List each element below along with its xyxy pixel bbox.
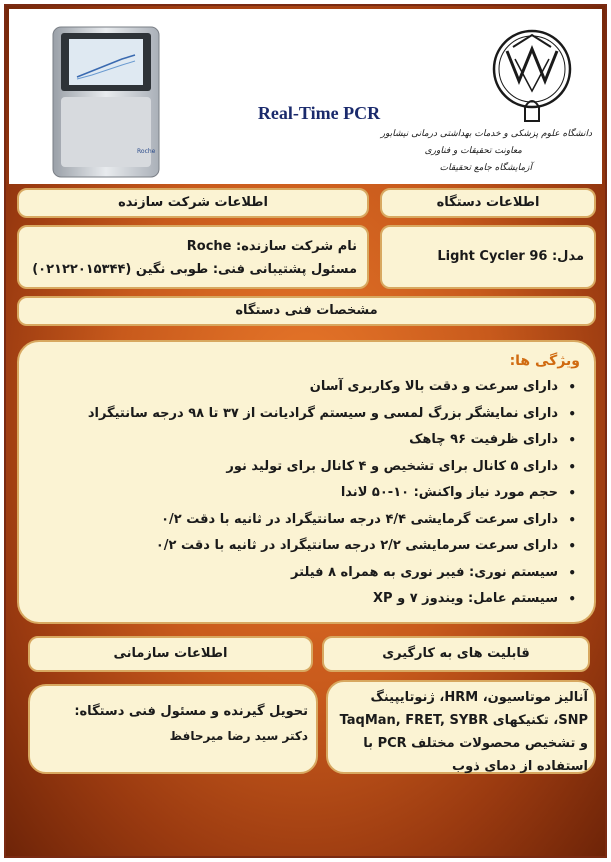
list-item: • دارای سرعت سرمایشی ۲/۲ درجه سانتیگراد در ثانیه با دقت ۰/۲ bbox=[33, 533, 580, 560]
device-model: مدل: Light Cycler 96 bbox=[437, 249, 584, 264]
university-deputy: معاونت تحقیقات و فناوری bbox=[424, 146, 522, 156]
applications-header-label: قابلیت های به کارگیری bbox=[382, 646, 530, 661]
list-item: • سیستم عامل: ویندوز ۷ و XP bbox=[33, 586, 580, 613]
list-item: • دارای ۵ کانال برای تشخیص و ۴ کانال برای تولید نور bbox=[33, 454, 580, 481]
organizational-header-label: اطلاعات سازمانی bbox=[113, 646, 228, 661]
applications-panel bbox=[326, 680, 596, 774]
organizational-header bbox=[28, 636, 313, 672]
manufacturer-header-label: اطلاعات شرکت سازنده bbox=[118, 195, 268, 210]
header-panel bbox=[9, 9, 602, 184]
list-item: • حجم مورد نیاز واکنش: ۱۰-۵۰ لاندا bbox=[33, 480, 580, 507]
organizational-info-panel bbox=[28, 684, 318, 774]
manufacturer-name: نام شرکت سازنده: Roche bbox=[186, 239, 357, 254]
specs-header-label: مشخصات فنی دستگاه bbox=[235, 303, 378, 318]
org-responsible-label: تحویل گیرنده و مسئول فنی دستگاه: bbox=[74, 704, 308, 719]
manufacturer-info-panel bbox=[17, 225, 369, 289]
university-lab: آزمایشگاه جامع تحقیقات bbox=[439, 163, 532, 173]
list-item: • دارای سرعت و دقت بالا وکاربری آسان bbox=[33, 374, 580, 401]
university-name: دانشگاه علوم پزشکی و خدمات بهداشتی درمانی نیشابور bbox=[380, 129, 592, 139]
list-item: • دارای ظرفیت ۹۶ چاهک bbox=[33, 427, 580, 454]
features-list bbox=[33, 374, 580, 613]
features-panel bbox=[17, 340, 596, 624]
manufacturer-header bbox=[17, 188, 369, 218]
pcr-device-image bbox=[47, 25, 165, 183]
university-logo bbox=[487, 21, 577, 131]
specs-header bbox=[17, 296, 596, 326]
technical-support: مسئول پشتیبانی فنی: طوبی نگین (۰۲۱۲۲۰۱۵۳۴۴) bbox=[32, 262, 357, 277]
applications-header bbox=[322, 636, 590, 672]
device-header-label: اطلاعات دستگاه bbox=[436, 195, 540, 210]
device-info-panel bbox=[380, 225, 596, 289]
svg-text:Roche: Roche bbox=[137, 148, 156, 155]
device-header bbox=[380, 188, 596, 218]
page-title: Real-Time PCR bbox=[257, 103, 381, 123]
applications-text: آنالیز موتاسیون، HRM، ژنوتایپینگ SNP، تکنیکهای TaqMan, FRET, SYBR و تشخیص محصولات مختلف PCR با استفاده از دمای ذوب bbox=[339, 690, 588, 774]
org-responsible-person: دکتر سید رضا میرحافظ bbox=[169, 729, 308, 743]
features-title: ویژگی ها: bbox=[509, 353, 580, 369]
list-item: • دارای سرعت گرمایشی ۴/۴ درجه سانتیگراد در ثانیه با دقت ۰/۲ bbox=[33, 507, 580, 534]
list-item: • دارای نمایشگر بزرگ لمسی و سیستم گرادیانت از ۳۷ تا ۹۸ درجه سانتیگراد bbox=[33, 401, 580, 428]
list-item: • سیستم نوری: فیبر نوری به همراه ۸ فیلتر bbox=[33, 560, 580, 587]
